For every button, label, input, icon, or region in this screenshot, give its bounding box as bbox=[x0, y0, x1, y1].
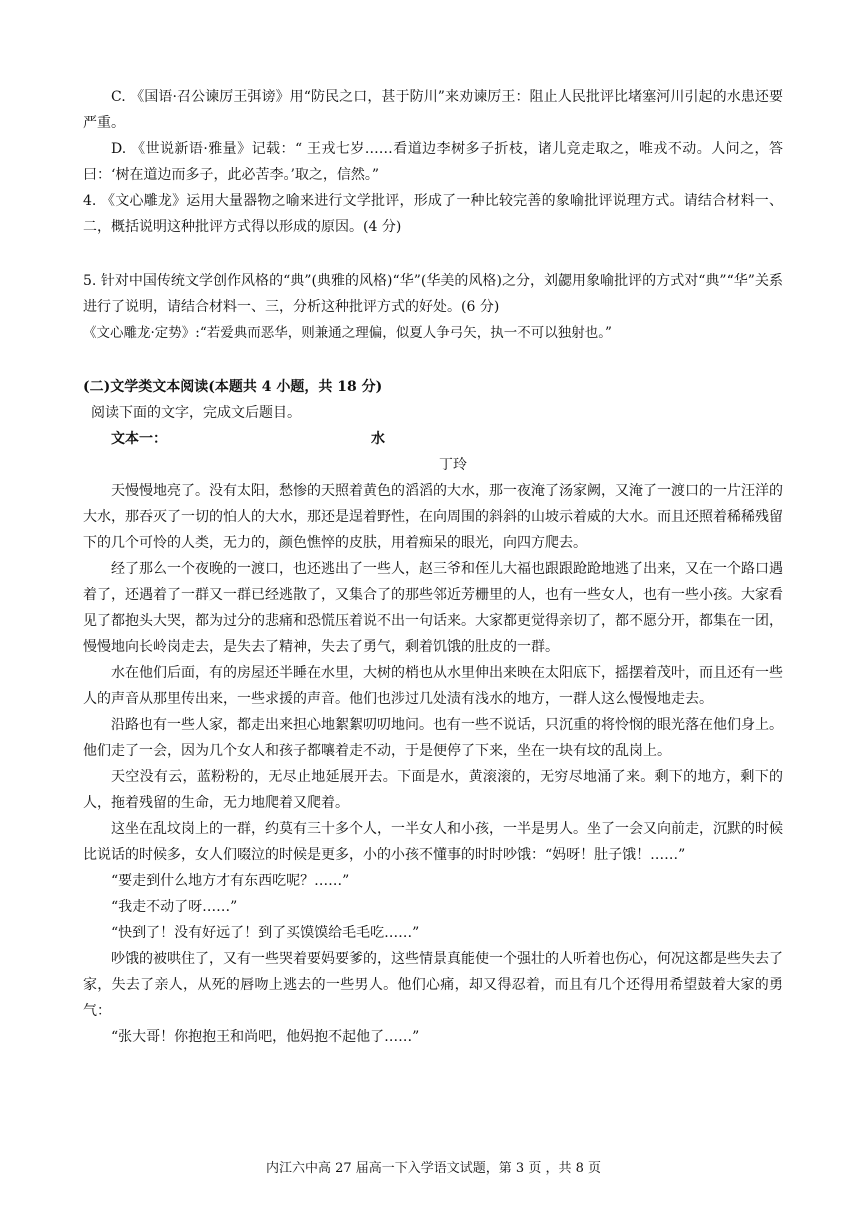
story-paragraph: 天空没有云，蓝粉粉的，无尽止地延展开去。下面是水，黄滚滚的，无穷尽地涌了来。剩下的地方，剩下的人，拖着残留的生命，无力地爬着又爬着。 bbox=[83, 769, 783, 811]
page-footer: 内江六中高 27 届高一下入学语文试题，第 3 页 ，共 8 页 bbox=[265, 1161, 601, 1176]
story-dialogue: “要走到什么地方才有东西吃呢？……” bbox=[111, 873, 350, 889]
section-heading: (二)文学类文本阅读(本题共 4 小题，共 18 分) bbox=[83, 379, 383, 395]
story-title: 水 bbox=[371, 431, 385, 447]
story-paragraph: 水在他们后面，有的房屋还半睡在水里，大树的梢也从水里伸出来映在太阳底下，摇摆着茂叶，而且还有一些人的声音从那里传出来，一些求援的声音。他们也涉过几处渍有浅水的地方，一群人这么慢慢地走去。 bbox=[83, 665, 783, 707]
story-dialogue: “我走不动了呀……” bbox=[111, 899, 238, 915]
story-dialogue: “张大哥！你抱抱王和尚吧，他妈抱不起他了……” bbox=[111, 1029, 420, 1045]
option-d-text: D. 《世说新语·雅量》记载：“ 王戎七岁……看道边李树多子折枝，诸儿竞走取之，唯戎不动。人问之，答曰：‘树在道边而多子，此必苦李。’取之，信然。” bbox=[83, 141, 783, 183]
story-paragraph: 吵饿的被哄住了，又有一些哭着要妈要爹的，这些情景真能使一个强壮的人听着也伤心，何况这都是些失去了家，失去了亲人，从死的唇吻上逃去的一些男人。他们心痛，却又得忍着，而且有几个还得用希望鼓着大家的勇气： bbox=[83, 951, 783, 1019]
question-4 bbox=[83, 188, 783, 240]
section-instruction: 阅读下面的文字，完成文后题目。 bbox=[91, 405, 301, 421]
story-paragraph: 天慢慢地亮了。没有太阳，愁惨的天照着黄色的滔滔的大水，那一夜淹了汤家阙，又淹了一渡口的一片汪洋的大水，那吞灭了一切的怕人的大水，那还是逞着野性，在向周围的斜斜的山坡示着威的大水。而且还照着稀稀残留下的几个可怜的人类，无力的，颜色憔悴的皮肤，用着痴呆的眼光，向四方爬去。 bbox=[83, 483, 783, 551]
question-5 bbox=[83, 268, 783, 346]
story-paragraph: 这坐在乱坟岗上的一群，约莫有三十多个人，一半女人和小孩，一半是男人。坐了一会又向前走，沉默的时候比说话的时候多，女人们啜泣的时候是更多，小的小孩不懂事的时时吵饿：“妈呀！肚子饿！……” bbox=[83, 821, 783, 863]
text-title-row bbox=[83, 426, 783, 452]
text-label: 文本一： bbox=[111, 431, 167, 447]
story-paragraph: 经了那么一个夜晚的一渡口，也还逃出了一些人，赵三爷和侄儿大福也跟跟跄跄地逃了出来，又在一个路口遇着了，还遇着了一群又一群已经逃散了，又集合了的那些邻近芳栅里的人，也有一些女人，也有一些小孩。大家看见了都抱头大哭，都为过分的悲痛和恐慌压着说不出一句话来。大家都更觉得亲切了，都不愿分开，都集在一团，慢慢地向长岭岗走去，是失去了精神，失去了勇气，剩着饥饿的肚皮的一群。 bbox=[83, 561, 783, 655]
story-author: 丁玲 bbox=[439, 457, 467, 473]
section-2 bbox=[83, 374, 783, 478]
option-d bbox=[83, 136, 783, 188]
story-paragraph: 沿路也有一些人家，都走出来担心地絮絮叨叨地问。也有一些不说话，只沉重的将怜悯的眼光落在他们身上。他们走了一会，因为几个女人和孩子都嚷着走不动，于是便停了下来，坐在一块有坟的乱岗上。 bbox=[83, 717, 783, 759]
story-dialogue: “快到了！没有好远了！到了买馍馍给毛毛吃……” bbox=[111, 925, 420, 941]
question-5-quote: 《文心雕龙·定势》:“若爱典而恶华，则兼通之理偏，似夏人争弓矢，执一不可以独射也。” bbox=[83, 325, 612, 341]
story-body bbox=[83, 478, 783, 1050]
question-4-text: 4. 《文心雕龙》运用大量器物之喻来进行文学批评，形成了一种比较完善的象喻批评说理方式。请结合材料一、二，概括说明这种批评方式得以形成的原因。(4 分) bbox=[83, 193, 783, 235]
question-5-text: 5. 针对中国传统文学创作风格的“典”(典雅的风格)“华”(华美的风格)之分，刘勰用象喻批评的方式对“典”“华”关系进行了说明，请结合材料一、三，分析这种批评方式的好处。(6 分) bbox=[83, 273, 783, 315]
option-c-text: C. 《国语·召公谏厉王弭谤》用“防民之口，甚于防川”来劝谏厉王：阻止人民批评比堵塞河川引起的水患还要严重。 bbox=[83, 89, 783, 131]
option-c bbox=[83, 84, 783, 136]
